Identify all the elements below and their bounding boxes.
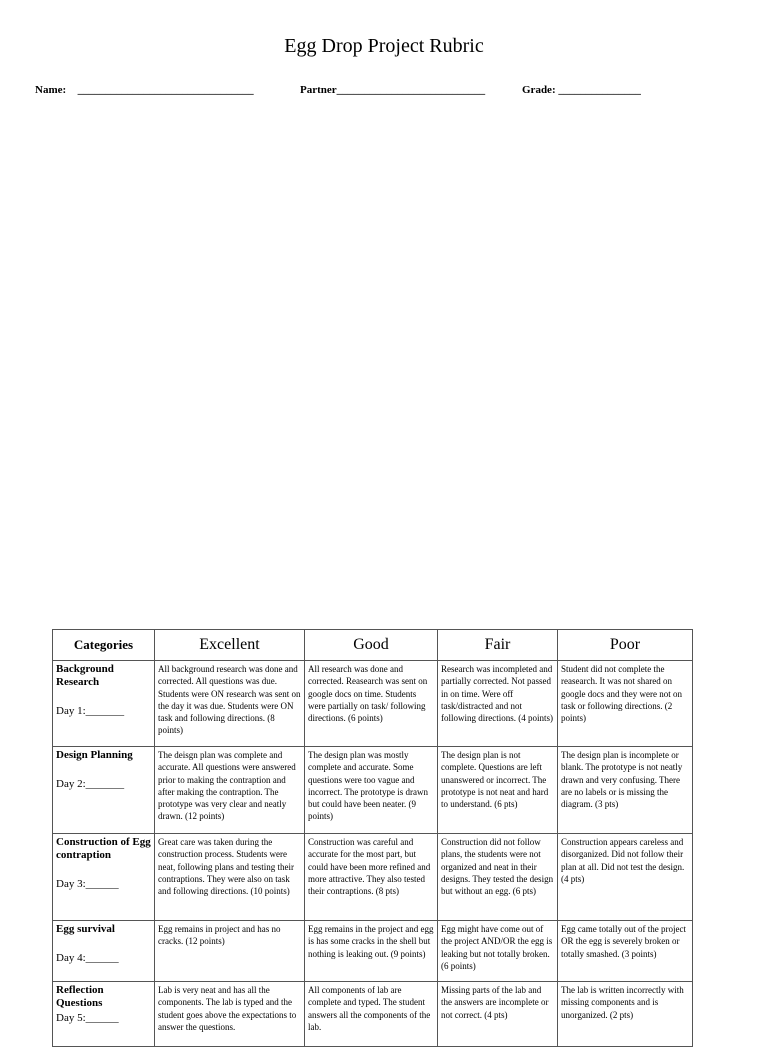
day-field: Day 4:______ <box>56 952 119 964</box>
category-name: Background Research <box>56 663 114 688</box>
name-label: Name: <box>35 84 67 96</box>
category-cell <box>53 921 155 982</box>
rubric-table <box>52 629 693 1047</box>
good-cell: The design plan was mostly complete and accurate. Some questions were too vague and incorrect. The prototype is drawn but could have been neater. (9 points) <box>305 747 438 834</box>
poor-cell: Egg came totally out of the project OR the egg is severely broken or totally smashed. (3 points) <box>558 921 693 982</box>
header-categories: Categories <box>53 630 155 661</box>
poor-cell: Construction appears careless and disorganized. Did not follow their plan at all. Did not test the design. (4 pts) <box>558 834 693 921</box>
good-cell: All components of lab are complete and typed. The student answers all the components of the lab. <box>305 982 438 1047</box>
page-title: Egg Drop Project Rubric <box>284 35 484 57</box>
fair-cell: Research was incompleted and partially corrected. Not passed in on time. Were off task/distracted and not following directions. (4 points) <box>438 661 558 747</box>
day-field: Day 5:______ <box>56 1012 119 1024</box>
category-name: Egg survival <box>56 923 115 935</box>
name-blank: ________________________________ <box>77 84 254 96</box>
fair-cell: Egg might have come out of the project AND/OR the egg is leaking but not totally broken. (6 points) <box>438 921 558 982</box>
day-field: Day 2:_______ <box>56 778 125 790</box>
poor-cell: Student did not complete the reasearch. It was not shared on google docs and they were not on task or following directions. (2 points) <box>558 661 693 747</box>
excellent-cell: Lab is very neat and has all the components. The lab is typed and the student goes above the expectations to answer the questions. <box>155 982 305 1047</box>
header-good: Good <box>305 630 438 661</box>
poor-cell: The lab is written incorrectly with missing components and is unorganized. (2 pts) <box>558 982 693 1047</box>
table-header-row <box>53 630 693 661</box>
table-row <box>53 747 693 834</box>
excellent-cell: The deisgn plan was complete and accurate. All questions were answered prior to making the contraption and after making the contraption. The prototype was very clear and neatly drawn. (12 points) <box>155 747 305 834</box>
header-fair: Fair <box>438 630 558 661</box>
category-cell <box>53 982 155 1047</box>
fair-cell: Construction did not follow plans, the students were not organized and neat in their designs. They tested the design but without an egg. (6 pts) <box>438 834 558 921</box>
category-name: Design Planning <box>56 749 133 761</box>
header-excellent: Excellent <box>155 630 305 661</box>
category-name: Construction of Egg contraption <box>56 836 151 861</box>
table-row <box>53 982 693 1047</box>
table-row <box>53 834 693 921</box>
category-cell <box>53 747 155 834</box>
good-cell: All research was done and corrected. Reasearch was sent on google docs on time. Students were partially on task/ following directions. (6 points) <box>305 661 438 747</box>
grade-label: Grade: <box>522 84 556 96</box>
good-cell: Egg remains in the project and egg is has some cracks in the shell but nothing is leaking out. (9 points) <box>305 921 438 982</box>
good-cell: Construction was careful and accurate for the most part, but could have been more refined and more attractive. They also tested their contraptions. (8 pts) <box>305 834 438 921</box>
fair-cell: Missing parts of the lab and the answers are incomplete or not correct. (4 pts) <box>438 982 558 1047</box>
poor-cell: The design plan is incomplete or blank. The prototype is not neatly drawn and very confusing. There are no labels or is missing the diagram. (3 pts) <box>558 747 693 834</box>
category-cell <box>53 834 155 921</box>
grade-blank: _______________ <box>558 84 641 96</box>
partner-label: Partner <box>300 84 337 96</box>
header-poor: Poor <box>558 630 693 661</box>
excellent-cell: All background research was done and corrected. All questions was due. Students were ON research was sent on the day it was due. Students were ON task and following directions. (8 points) <box>155 661 305 747</box>
category-name: Reflection Questions <box>56 984 104 1009</box>
day-field: Day 3:______ <box>56 878 119 890</box>
grade-field[interactable] <box>522 84 641 96</box>
excellent-cell: Great care was taken during the construction process. Students were neat, following plans and testing their contraptions. They were also on task and following directions. (10 points) <box>155 834 305 921</box>
table-row <box>53 921 693 982</box>
partner-field[interactable] <box>300 84 485 96</box>
excellent-cell: Egg remains in project and has no cracks. (12 points) <box>155 921 305 982</box>
fair-cell: The design plan is not complete. Questions are left unanswered or incorrect. The prototype is not neat and hard to understand. (6 pts) <box>438 747 558 834</box>
category-cell <box>53 661 155 747</box>
day-field: Day 1:_______ <box>56 705 125 717</box>
table-row <box>53 661 693 747</box>
partner-blank: ___________________________ <box>336 84 486 96</box>
name-field[interactable] <box>35 84 254 96</box>
